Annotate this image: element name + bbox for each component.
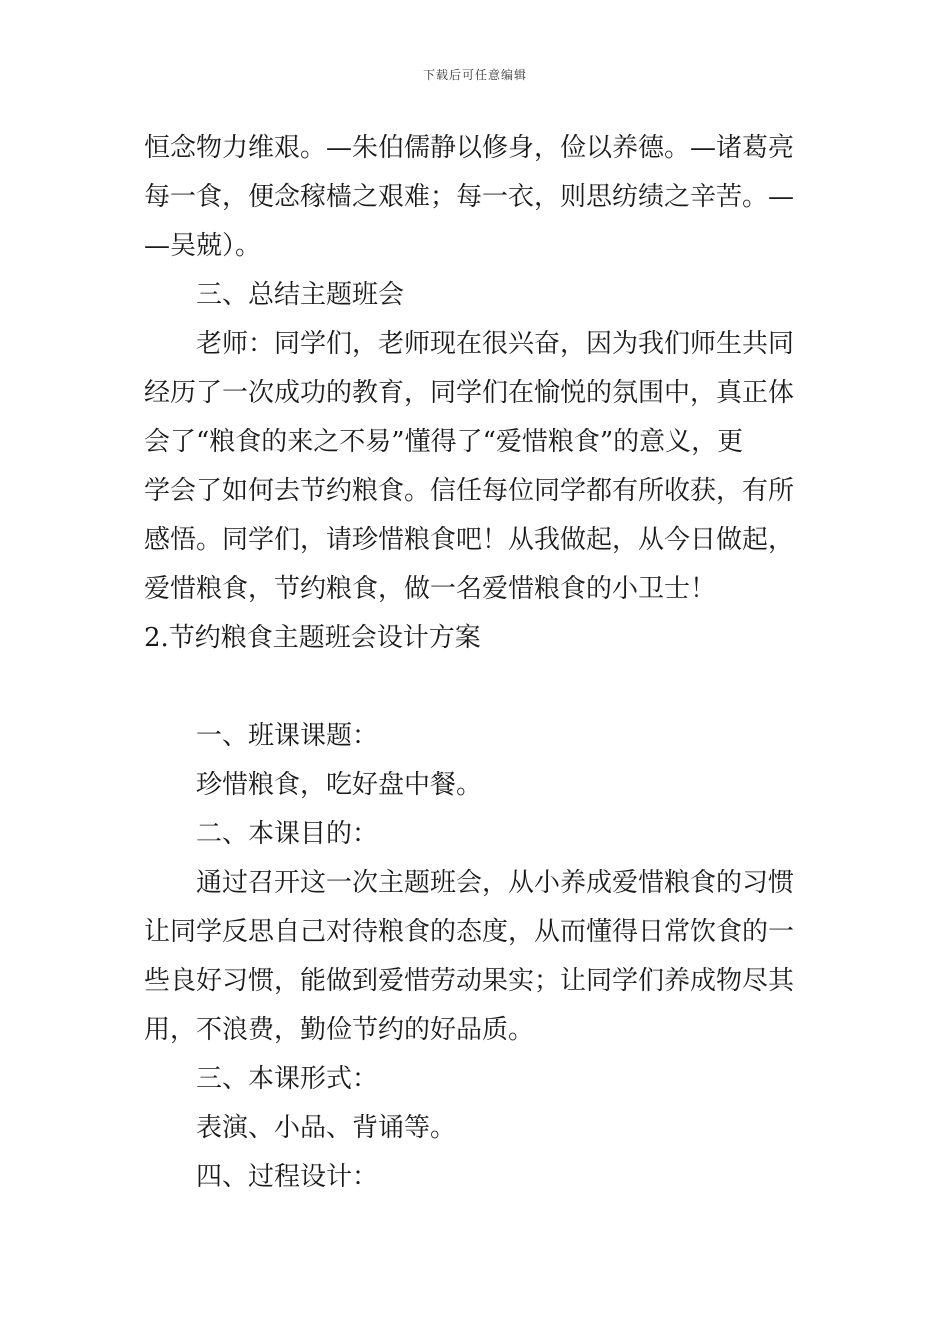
teacher-paragraph-line-1: 老师：同学们，老师现在很兴奋，因为我们师生共同 xyxy=(196,329,795,359)
part3-body: 表演、小品、背诵等。 xyxy=(196,1113,457,1143)
part1-body: 珍惜粮食，吃好盘中餐。 xyxy=(196,770,483,800)
page-header-note: 下载后可任意编辑 xyxy=(422,68,527,82)
teacher-paragraph-line-6: 爱惜粮食，节约粮食，做一名爱惜粮食的小卫士！ xyxy=(144,574,717,604)
part2-line-4: 用，不浪费，勤俭节约的好品质。 xyxy=(144,1015,535,1045)
part3-heading: 三、本课形式： xyxy=(196,1064,379,1094)
blank-line xyxy=(144,663,808,712)
teacher-paragraph-line-4: 学会了如何去节约粮食。信任每位同学都有所收获，有所 xyxy=(144,476,795,506)
part4-heading: 四、过程设计： xyxy=(196,1162,379,1192)
quote-line-2: 每一食，便念稼樯之艰难；每一衣，则思纺绩之辛苦。— xyxy=(144,182,795,212)
part1-heading: 一、班课课题： xyxy=(196,721,379,751)
section3-heading: 三、总结主题班会 xyxy=(196,280,405,310)
document-body xyxy=(144,124,808,1202)
doc2-title: 2.节约粮食主题班会设计方案 xyxy=(144,623,481,653)
quote-line-1: 恒念物力维艰。—朱伯儒静以修身，俭以养德。—诸葛亮 xyxy=(144,133,795,163)
teacher-paragraph-line-2: 经历了一次成功的教育，同学们在愉悦的氛围中，真正体 xyxy=(144,378,795,408)
part2-line-3: 些良好习惯，能做到爱惜劳动果实；让同学们养成物尽其 xyxy=(144,966,795,996)
quote-line-3: —吴兢）。 xyxy=(144,231,262,261)
part2-line-2: 让同学反思自己对待粮食的态度，从而懂得日常饮食的一 xyxy=(144,917,795,947)
teacher-paragraph-line-5: 感悟。同学们，请珍惜粮食吧！从我做起，从今日做起， xyxy=(144,525,795,555)
teacher-paragraph-line-3: 会了“粮食的来之不易”懂得了“爱惜粮食”的意义，更 xyxy=(144,427,744,457)
part2-heading: 二、本课目的： xyxy=(196,819,379,849)
part2-line-1: 通过召开这一次主题班会，从小养成爱惜粮食的习惯 xyxy=(196,868,795,898)
